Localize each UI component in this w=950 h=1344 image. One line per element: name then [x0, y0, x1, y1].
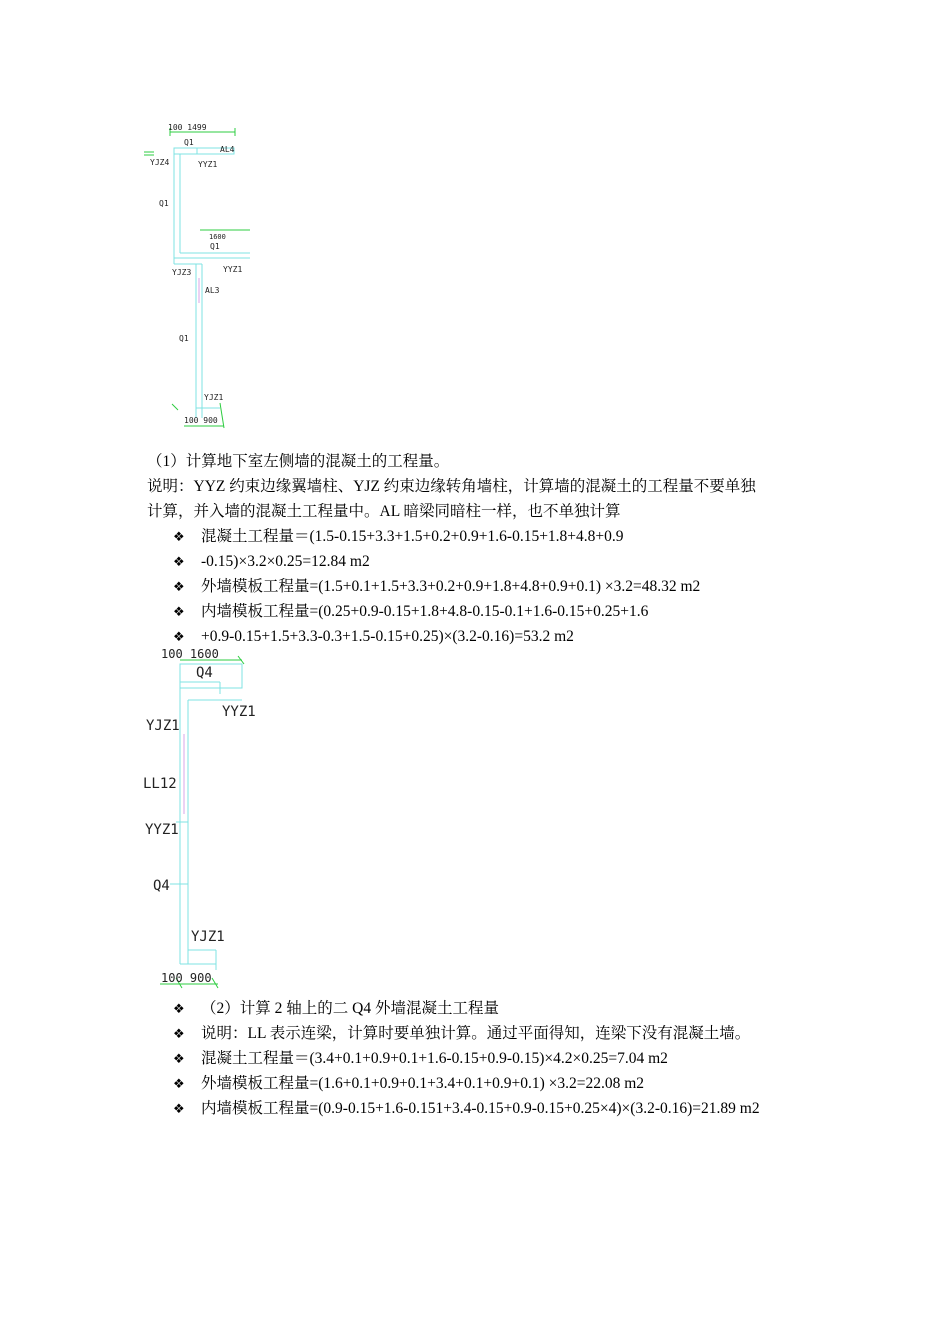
list-item-text: 说明：LL 表示连梁，计算时要单独计算。通过平面得知，连梁下没有混凝土墙。	[201, 1025, 751, 1042]
list-item-text: -0.15)×3.2×0.25=12.84 m2	[201, 553, 370, 570]
bullet-diamond-icon: ❖	[173, 580, 185, 595]
dim-1600-label: 1600	[209, 233, 226, 241]
yjz1-bottom-label: YJZ1	[191, 929, 225, 945]
bullet-diamond-icon: ❖	[173, 1102, 185, 1117]
list-item-text: +0.9-0.15+1.5+3.3-0.3+1.5-0.15+0.25)×(3.2-0.16)=53.2 m2	[201, 628, 574, 645]
list-item-text: 内墙模板工程量=(0.25+0.9-0.15+1.8+4.8-0.15-0.1+1.6-0.15+0.25+1.6	[201, 603, 649, 620]
yyz1-mid-label: YYZ1	[223, 265, 243, 274]
q1-top-label: Q1	[184, 138, 194, 147]
bullet-diamond-icon: ❖	[173, 1002, 185, 1017]
yyz1-top-label: YYZ1	[198, 160, 218, 169]
dim-bottom-label: 100 900	[161, 971, 212, 985]
yjz4-label: YJZ4	[150, 158, 170, 167]
list-item	[173, 1021, 750, 1047]
list-item	[173, 1071, 644, 1097]
list-item	[173, 574, 700, 600]
al4-label: AL4	[220, 145, 235, 154]
section1-note-line1: 说明：YYZ 约束边缘翼墙柱、YJZ 约束边缘转角墙柱，计算墙的混凝土的工程量不要单独	[147, 478, 756, 495]
list-item-text: （2）计算 2 轴上的二 Q4 外墙混凝土工程量	[201, 1000, 499, 1017]
yjz3-label: YJZ3	[172, 268, 192, 277]
yyz1-top-label: YYZ1	[222, 704, 256, 720]
list-item-text: 外墙模板工程量=(1.5+0.1+1.5+3.3+0.2+0.9+1.8+4.8+0.9+0.1) ×3.2=48.32 m2	[201, 578, 701, 595]
q1-mid-label: Q1	[210, 242, 220, 251]
section1-note-line2: 计算，并入墙的混凝土工程量中。AL 暗梁同暗柱一样，也不单独计算	[147, 503, 621, 520]
bullet-diamond-icon: ❖	[173, 530, 185, 545]
q4-mid-label: Q4	[153, 878, 170, 894]
list-item-text: 外墙模板工程量=(1.6+0.1+0.9+0.1+3.4+0.1+0.9+0.1) ×3.2=22.08 m2	[201, 1075, 645, 1092]
bullet-diamond-icon: ❖	[173, 1027, 185, 1042]
q1-left-label: Q1	[159, 199, 169, 208]
list-item-text: 内墙模板工程量=(0.9-0.15+1.6-0.151+3.4-0.15+0.9-0.15+0.25×4)×(3.2-0.16)=21.89 m2	[201, 1100, 760, 1117]
bullet-diamond-icon: ❖	[173, 1077, 185, 1092]
yjz1-top-label: YJZ1	[146, 718, 180, 734]
wall-plan-drawing-1	[140, 118, 260, 436]
list-item	[173, 524, 624, 550]
yjz1-label: YJZ1	[204, 393, 224, 402]
section1-title: （1）计算地下室左侧墙的混凝土的工程量。	[147, 453, 450, 470]
dim-top-label: 100 1499	[168, 123, 207, 132]
list-item-text: 混凝土工程量＝(1.5-0.15+3.3+1.5+0.2+0.9+1.6-0.15+1.8+4.8+0.9	[201, 528, 624, 545]
wall-plan-drawing-2	[140, 644, 270, 994]
dim-bottom-label: 100 900	[184, 416, 218, 425]
ll12-label: LL12	[143, 776, 177, 792]
list-item	[173, 1046, 668, 1072]
list-item	[173, 996, 499, 1022]
list-item-text: 混凝土工程量＝(3.4+0.1+0.9+0.1+1.6-0.15+0.9-0.15)×4.2×0.25=7.04 m2	[201, 1050, 668, 1067]
yyz1-mid-label: YYZ1	[145, 822, 179, 838]
q4-top-label: Q4	[196, 665, 213, 681]
q1-lower-label: Q1	[179, 334, 189, 343]
list-item	[173, 599, 648, 625]
bullet-diamond-icon: ❖	[173, 555, 185, 570]
al3-label: AL3	[205, 286, 220, 295]
dim-top-label: 100 1600	[161, 647, 219, 661]
bullet-diamond-icon: ❖	[173, 605, 185, 620]
list-item	[173, 549, 370, 575]
bullet-diamond-icon: ❖	[173, 630, 185, 645]
list-item	[173, 1096, 760, 1122]
bullet-diamond-icon: ❖	[173, 1052, 185, 1067]
